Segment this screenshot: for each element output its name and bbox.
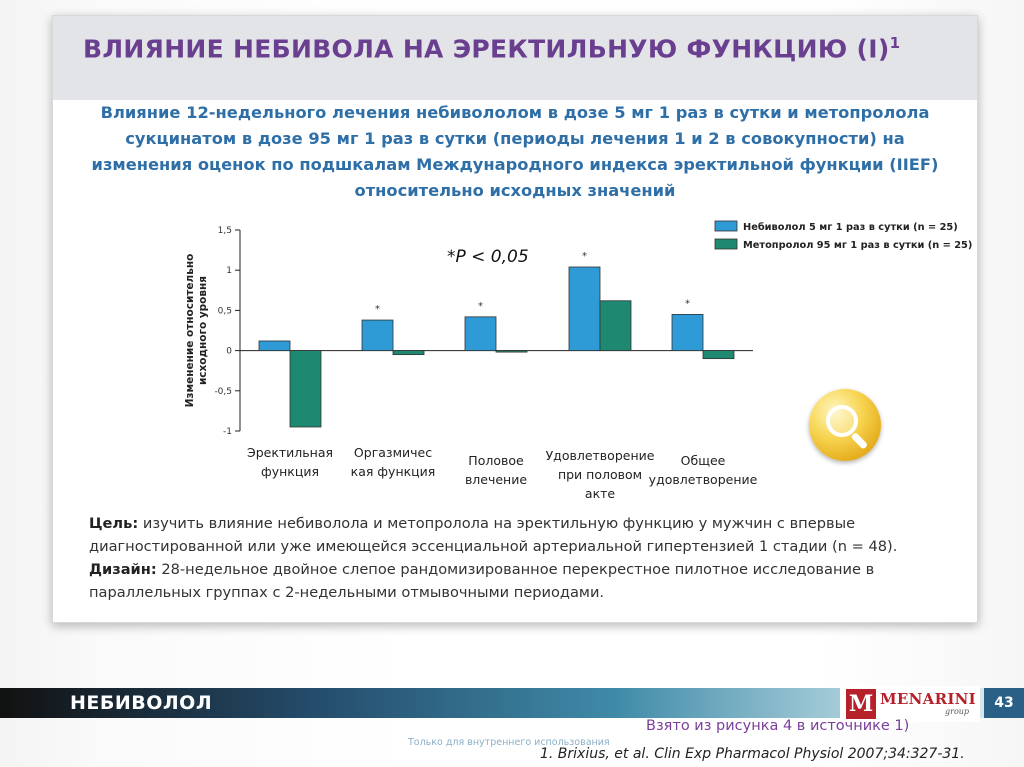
bar-series-2	[703, 351, 734, 359]
bar-series-1	[569, 267, 600, 351]
legend-label: Метопролол 95 мг 1 раз в сутки (n = 25)	[743, 240, 973, 251]
significance-marker: *	[685, 298, 690, 310]
bar-series-2	[600, 301, 631, 351]
p-value-note: *P < 0,05	[447, 247, 529, 267]
magnifier-icon[interactable]	[809, 389, 881, 461]
brand-name: НЕБИВОЛОЛ	[70, 692, 213, 714]
y-tick-label: 1	[226, 266, 232, 277]
category-label: Удовлетворение при половом акте	[545, 448, 655, 501]
y-tick-label: 1,5	[217, 226, 232, 236]
subtitle-line: изменения оценок по подшкалам Международного индекса эректильной функции (IIEF)	[91, 155, 939, 174]
significance-marker: *	[375, 304, 380, 316]
logo-text: MENARINI	[880, 690, 976, 708]
study-description	[89, 512, 959, 604]
source-note: Взято из рисунка 4 в источнике 1)	[646, 718, 910, 734]
category-label: Эректильная функция	[246, 445, 334, 479]
y-tick-label: -0,5	[214, 386, 232, 397]
bar-series-2	[393, 351, 424, 355]
design-text: 28-недельное двойное слепое рандомизированное перекрестное пилотное исследование в параллельных группах с 2-недельными отмывочными периодами.	[89, 561, 875, 601]
y-tick-label: 0,5	[217, 306, 232, 317]
y-axis-title: Изменение относительноисходного уровня	[184, 253, 209, 408]
logo-group: group	[945, 707, 970, 716]
title-footnote-mark: 1	[889, 34, 901, 52]
bar-series-1	[672, 314, 703, 350]
significance-marker: *	[478, 300, 483, 312]
bar-series-1	[362, 320, 393, 351]
aim-label: Цель:	[89, 515, 139, 532]
category-label: Половое влечение	[464, 453, 528, 487]
y-tick-label: -1	[223, 427, 232, 437]
y-tick-label: 0	[226, 346, 232, 357]
subtitle-line: сукцинатом в дозе 95 мг 1 раз в сутки (периоды лечения 1 и 2 в совокупности) на	[125, 129, 905, 148]
aim-text: изучить влияние небиволола и метопролола на эректильную функцию у мужчин с впервые диагностированной или уже имеющейся эссенциальной артериальной гипертензией 1 стадии (n = 48).	[89, 515, 898, 555]
menarini-logo	[840, 686, 980, 722]
citation: 1. Brixius, et al. Clin Exp Pharmacol Physiol 2007;34:327-31.	[540, 746, 965, 762]
legend-swatch	[715, 221, 737, 231]
logo-mark: M	[846, 689, 876, 719]
internal-use-note: Только для внутреннего использования	[408, 737, 610, 748]
bar-series-2	[290, 351, 321, 427]
page-number: 43	[984, 688, 1024, 718]
slide-card	[52, 15, 978, 623]
bar-series-2	[496, 351, 527, 353]
design-label: Дизайн:	[89, 561, 157, 578]
bar-series-1	[465, 317, 496, 351]
legend-label: Небиволол 5 мг 1 раз в сутки (n = 25)	[743, 222, 958, 233]
legend-swatch	[715, 239, 737, 249]
category-label: Оргазмичес кая функция	[350, 445, 436, 479]
significance-marker: *	[582, 250, 587, 262]
slide-title-text: ВЛИЯНИЕ НЕБИВОЛА НА ЭРЕКТИЛЬНУЮ ФУНКЦИЮ (I)	[83, 34, 890, 64]
subtitle-line: Влияние 12-недельного лечения небивололом в дозе 5 мг 1 раз в сутки и метопролола	[100, 103, 930, 122]
subtitle-line: относительно исходных значений	[354, 181, 676, 200]
category-label: Общее удовлетворение	[648, 453, 758, 487]
bar-series-1	[259, 341, 290, 351]
